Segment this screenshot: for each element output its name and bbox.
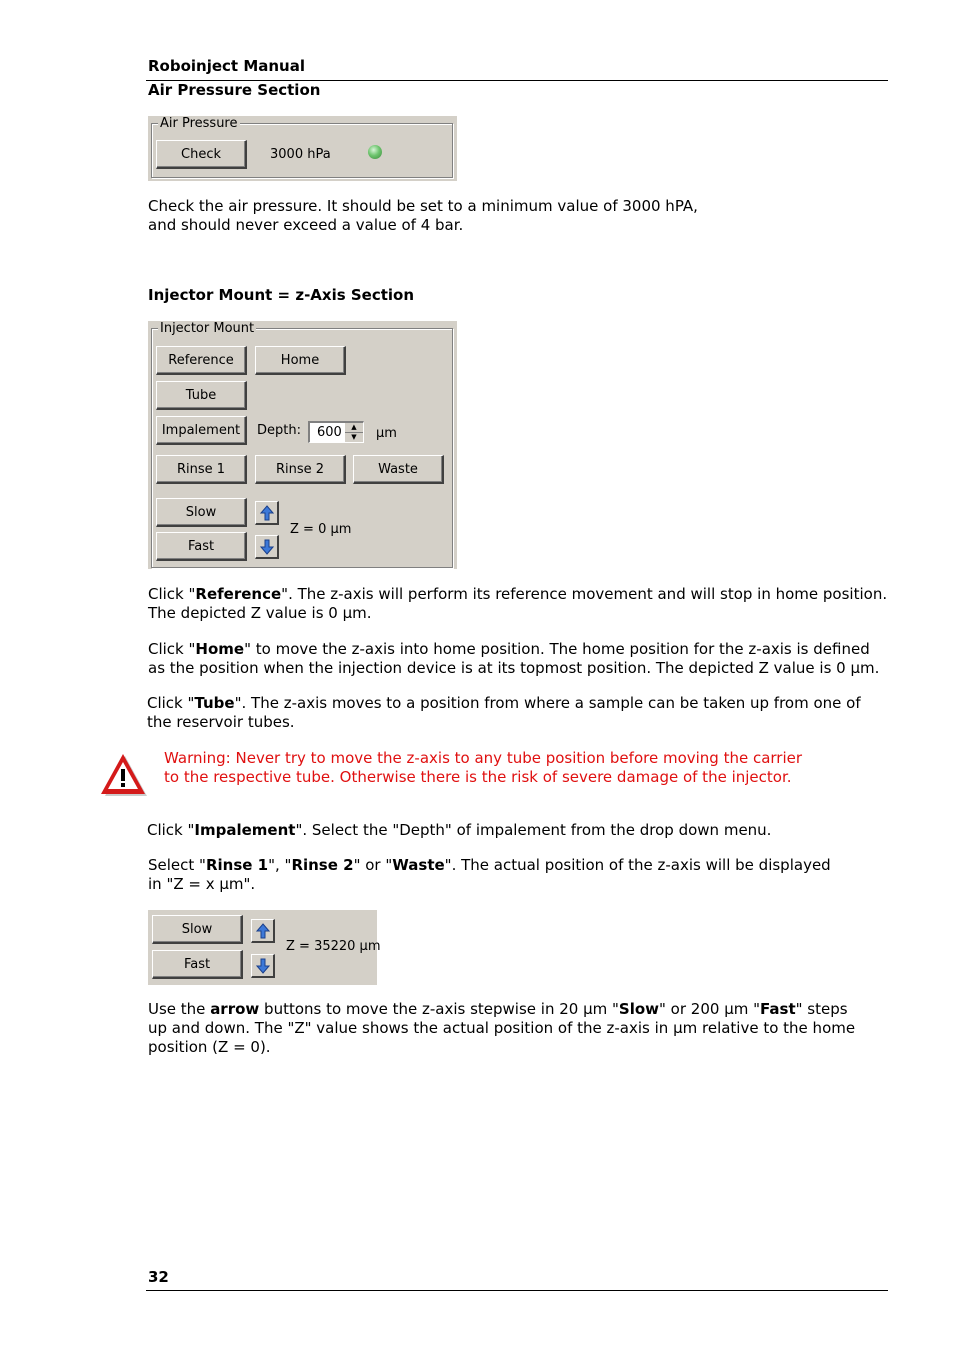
fast-button[interactable]: Fast (156, 532, 247, 561)
spin-up-icon[interactable]: ▲ (345, 423, 363, 433)
injector-mount-group-label: Injector Mount (160, 321, 255, 336)
depth-unit: µm (376, 426, 397, 441)
check-button[interactable]: Check (156, 140, 247, 169)
air-pressure-panel (148, 116, 457, 181)
rinse1-button[interactable]: Rinse 1 (156, 455, 247, 484)
status-led-icon (368, 145, 382, 159)
injector-mount-panel (148, 321, 457, 569)
stepper-panel (148, 910, 381, 985)
air-pressure-text-line2: and should never exceed a value of 4 bar. (148, 216, 464, 234)
reference-text-line2: The depicted Z value is 0 µm. (148, 604, 372, 622)
tube-button[interactable]: Tube (156, 381, 247, 410)
rinse-text-line1: Select "Rinse 1", "Rinse 2" or "Waste". The actual position of the z-axis will be displayed (148, 856, 831, 874)
arrow-text-line1: Use the arrow buttons to move the z-axis stepwise in 20 µm "Slow" or 200 µm "Fast" steps (148, 1000, 848, 1018)
home-text-line1: Click "Home" to move the z-axis into home position. The home position for the z-axis is defined (148, 640, 870, 658)
arrow-down-icon (260, 539, 274, 555)
air-pressure-group-label: Air Pressure (160, 116, 238, 131)
reference-text-line1: Click "Reference". The z-axis will perform its reference movement and will stop in home position. (148, 585, 888, 603)
arrow-down-button-2[interactable] (251, 954, 275, 978)
tube-text-line2: the reservoir tubes. (147, 713, 295, 731)
waste-button[interactable]: Waste (353, 455, 444, 484)
arrow-down-button[interactable] (255, 535, 279, 559)
home-text-line2: as the position when the injection device is at its topmost position. The depicted Z value is 0 µm. (148, 659, 880, 677)
fast-button-2[interactable]: Fast (152, 950, 243, 979)
arrow-up-icon (256, 923, 270, 939)
home-button[interactable]: Home (255, 346, 346, 375)
z-position-readout-2: Z = 35220 µm (286, 939, 381, 954)
depth-value: 600 (317, 425, 342, 440)
z-position-readout: Z = 0 µm (290, 522, 352, 537)
spin-down-icon[interactable]: ▼ (345, 433, 363, 442)
reference-button[interactable]: Reference (156, 346, 247, 375)
arrow-down-icon (256, 958, 270, 974)
warning-icon (100, 752, 148, 802)
warning-text-line1: Warning: Never try to move the z-axis to any tube position before moving the carrier (164, 749, 803, 767)
slow-button-2[interactable]: Slow (152, 915, 243, 944)
rinse2-button[interactable]: Rinse 2 (255, 455, 346, 484)
depth-label: Depth: (257, 423, 301, 438)
footer-rule (146, 1290, 888, 1291)
arrow-up-button-2[interactable] (251, 919, 275, 943)
arrow-up-icon (260, 505, 274, 521)
pressure-value: 3000 hPa (270, 147, 331, 162)
arrow-text-line3: position (Z = 0). (148, 1038, 271, 1056)
arrow-up-button[interactable] (255, 501, 279, 525)
rinse-text-line2: in "Z = x µm". (148, 875, 256, 893)
impalement-button[interactable]: Impalement (156, 416, 247, 445)
section-heading-air-pressure: Air Pressure Section (148, 81, 321, 99)
slow-button[interactable]: Slow (156, 498, 247, 527)
tube-text-line1: Click "Tube". The z-axis moves to a position from where a sample can be taken up from one of (147, 694, 861, 712)
page-number: 32 (148, 1268, 169, 1286)
manual-title: Roboinject Manual (148, 57, 305, 75)
arrow-text-line2: up and down. The "Z" value shows the actual position of the z-axis in µm relative to the home (148, 1019, 856, 1037)
section-heading-injector: Injector Mount = z-Axis Section (148, 286, 415, 304)
depth-spinner[interactable] (308, 421, 364, 443)
impalement-text: Click "Impalement". Select the "Depth" of impalement from the drop down menu. (147, 821, 772, 839)
air-pressure-text-line1: Check the air pressure. It should be set to a minimum value of 3000 hPA, (148, 197, 698, 215)
warning-text-line2: to the respective tube. Otherwise there is the risk of severe damage of the injector. (164, 768, 792, 786)
